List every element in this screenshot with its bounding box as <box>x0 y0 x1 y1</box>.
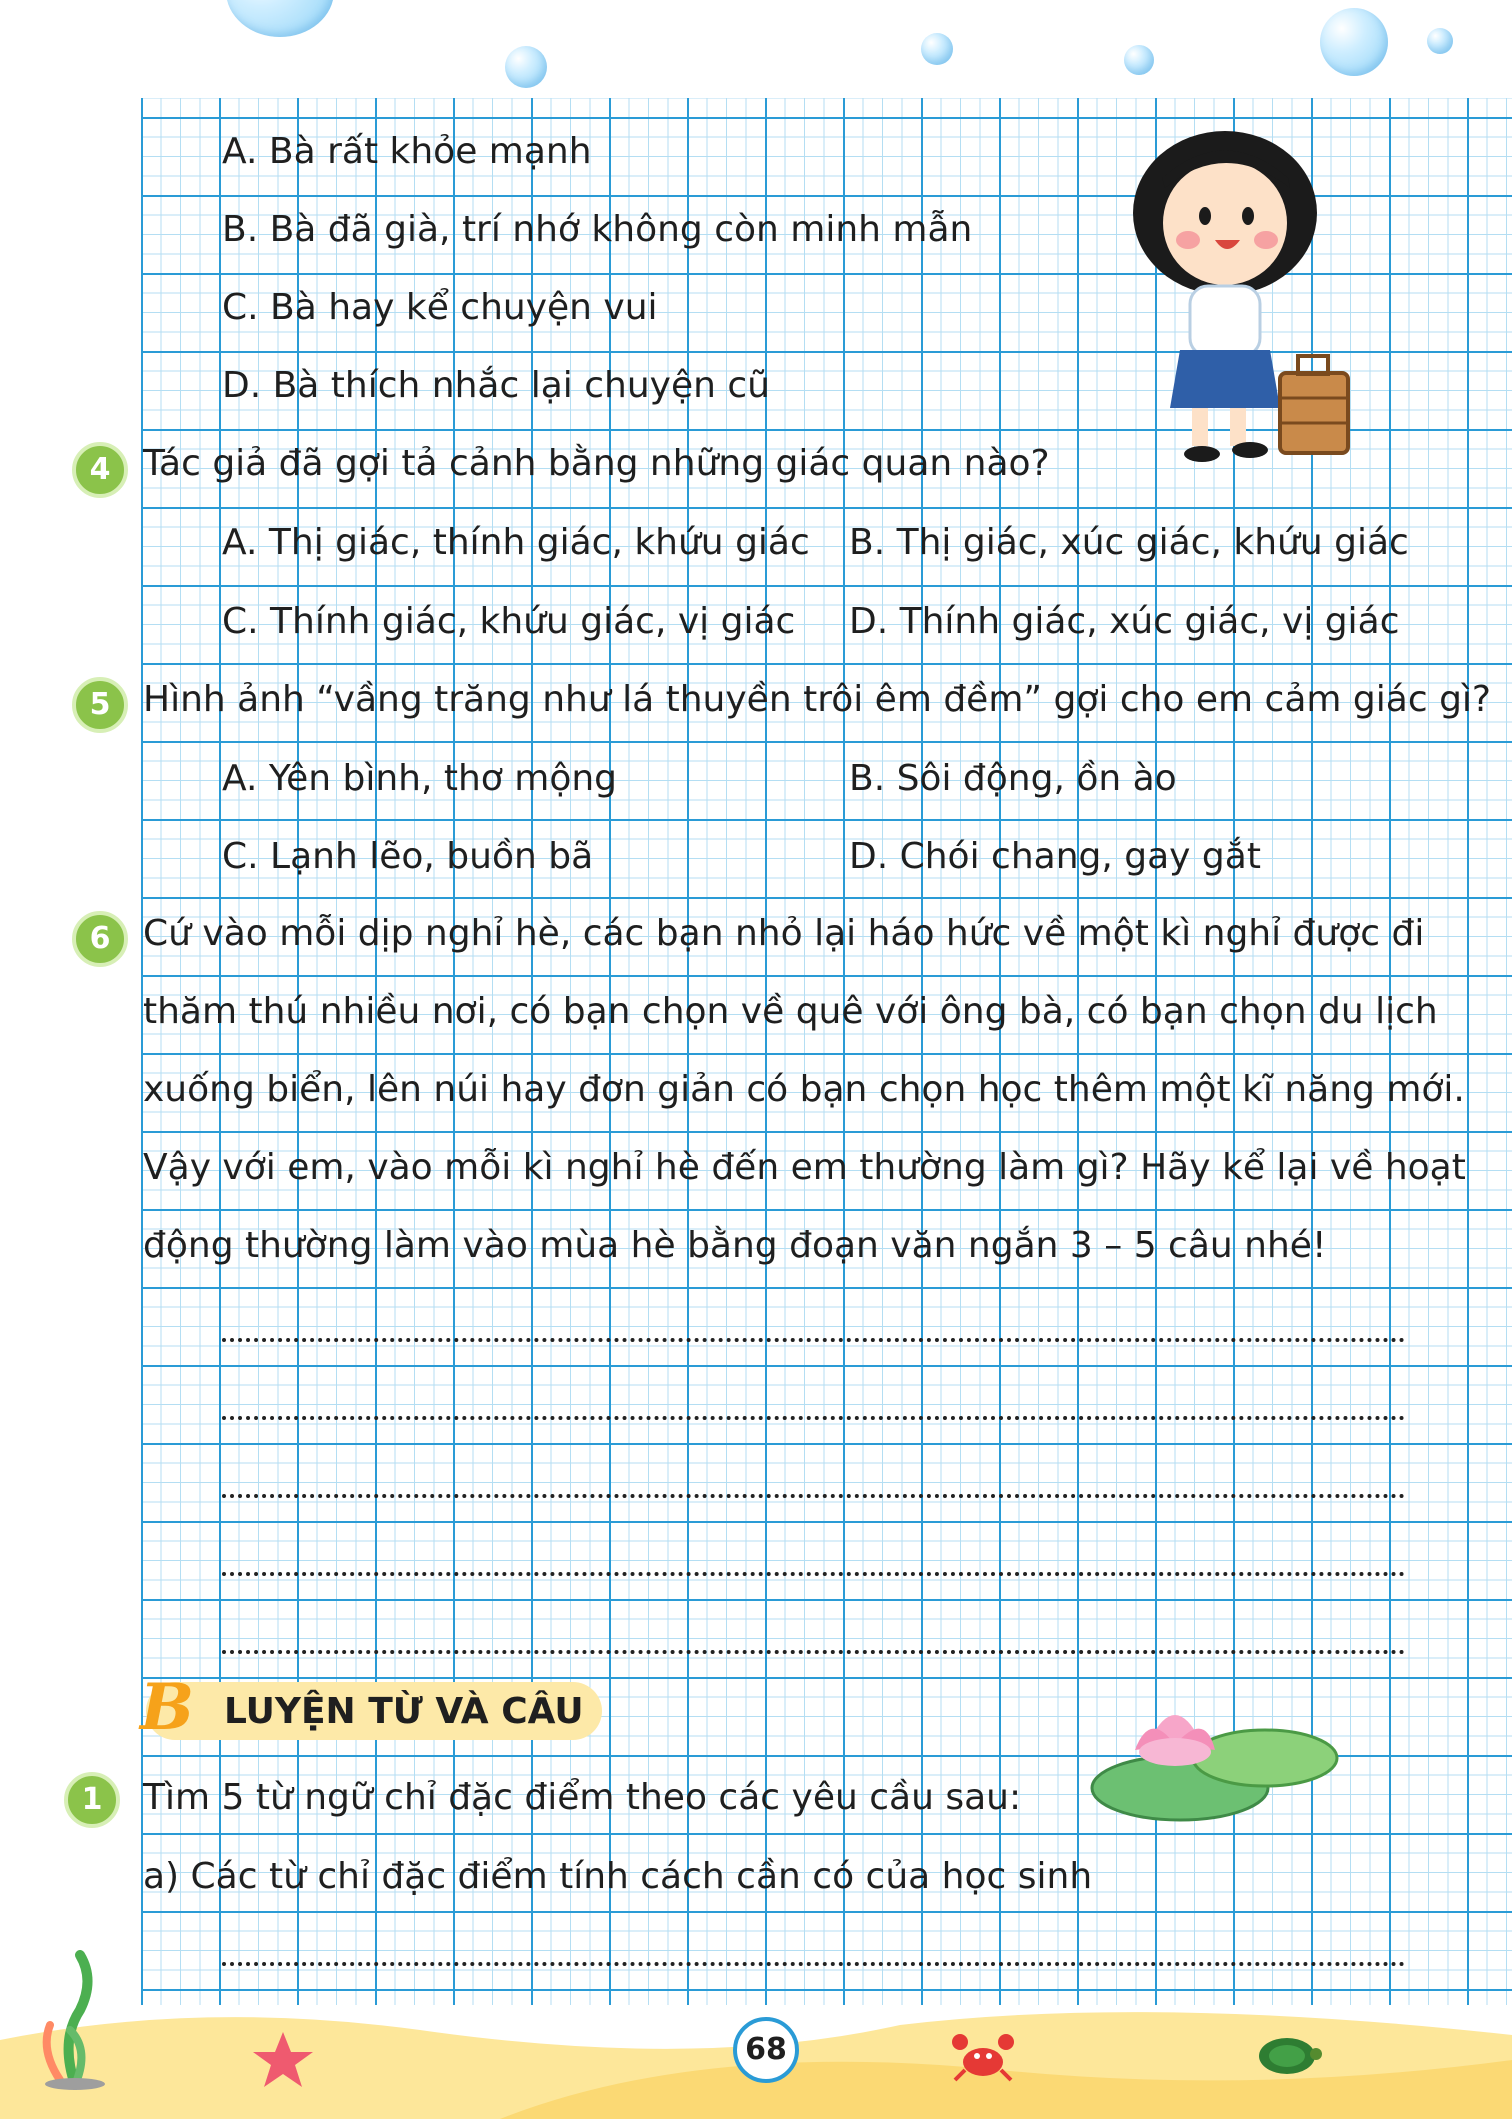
q6-line: thăm thú nhiều nơi, có bạn chọn về quê với ông bà, có bạn chọn du lịch <box>143 991 1438 1032</box>
q5-option-c: C. Lạnh lẽo, buồn bã <box>222 836 594 877</box>
answer-line[interactable] <box>222 1572 1405 1576</box>
q3-option-b: B. Bà đã già, trí nhớ không còn minh mẫn <box>222 209 973 250</box>
answer-line[interactable] <box>222 1416 1405 1420</box>
q3-option-d: D. Bà thích nhắc lại chuyện cũ <box>222 365 770 406</box>
q3-option-c: C. Bà hay kể chuyện vui <box>222 287 658 328</box>
question-number-badge: 6 <box>72 911 128 967</box>
answer-line[interactable] <box>222 1338 1405 1342</box>
bubble-decoration <box>226 0 334 37</box>
q4-option-c: C. Thính giác, khứu giác, vị giác <box>222 601 796 642</box>
girl-with-suitcase-illustration <box>1130 118 1375 478</box>
q6-line: xuống biển, lên núi hay đơn giản có bạn chọn học thêm một kĩ năng mới. <box>143 1069 1465 1110</box>
q4-option-d: D. Thính giác, xúc giác, vị giác <box>849 601 1400 642</box>
answer-line[interactable] <box>222 1650 1405 1654</box>
page-number: 68 <box>733 2017 799 2083</box>
ex1-text: Tìm 5 từ ngữ chỉ đặc điểm theo các yêu cầu sau: <box>143 1777 1022 1818</box>
q5-option-a: A. Yên bình, thơ mộng <box>222 758 618 799</box>
lotus-flower-illustration <box>1090 1680 1340 1830</box>
bubble-decoration <box>1320 8 1388 76</box>
section-title: LUYỆN TỪ VÀ CÂU <box>224 1691 584 1732</box>
question-number-badge: 5 <box>72 677 128 733</box>
q4-text: Tác giả đã gợi tả cảnh bằng những giác quan nào? <box>143 443 1050 484</box>
q5-text: Hình ảnh “vầng trăng như lá thuyền trôi êm đềm” gợi cho em cảm giác gì? <box>143 679 1492 720</box>
bubble-decoration <box>505 46 547 88</box>
answer-line[interactable] <box>222 1494 1405 1498</box>
q5-option-b: B. Sôi động, ồn ào <box>849 758 1177 799</box>
q6-line: động thường làm vào mùa hè bằng đoạn văn ngắn 3 – 5 câu nhé! <box>143 1225 1327 1266</box>
q5-option-d: D. Chói chang, gay gắt <box>849 836 1261 877</box>
seaweed-decoration <box>30 1950 120 2090</box>
q4-option-a: A. Thị giác, thính giác, khứu giác <box>222 522 810 563</box>
bubble-decoration <box>1427 28 1453 54</box>
answer-line[interactable] <box>222 1962 1405 1966</box>
ex1-part-a: a) Các từ chỉ đặc điểm tính cách cần có của học sinh <box>143 1856 1093 1897</box>
q6-line: Cứ vào mỗi dịp nghỉ hè, các bạn nhỏ lại háo hức về một kì nghỉ được đi <box>143 913 1425 954</box>
bubble-decoration <box>1124 45 1154 75</box>
q4-option-b: B. Thị giác, xúc giác, khứu giác <box>849 522 1409 563</box>
section-letter: B <box>140 1670 195 1745</box>
exercise-number-badge: 1 <box>64 1772 120 1828</box>
q6-line: Vậy với em, vào mỗi kì nghỉ hè đến em thường làm gì? Hãy kể lại về hoạt <box>143 1147 1466 1188</box>
turtle-decoration <box>1252 2032 1322 2078</box>
bubble-decoration <box>921 33 953 65</box>
starfish-decoration <box>250 2030 316 2090</box>
crab-decoration <box>950 2030 1016 2082</box>
question-number-badge: 4 <box>72 442 128 498</box>
q3-option-a: A. Bà rất khỏe mạnh <box>222 131 592 172</box>
